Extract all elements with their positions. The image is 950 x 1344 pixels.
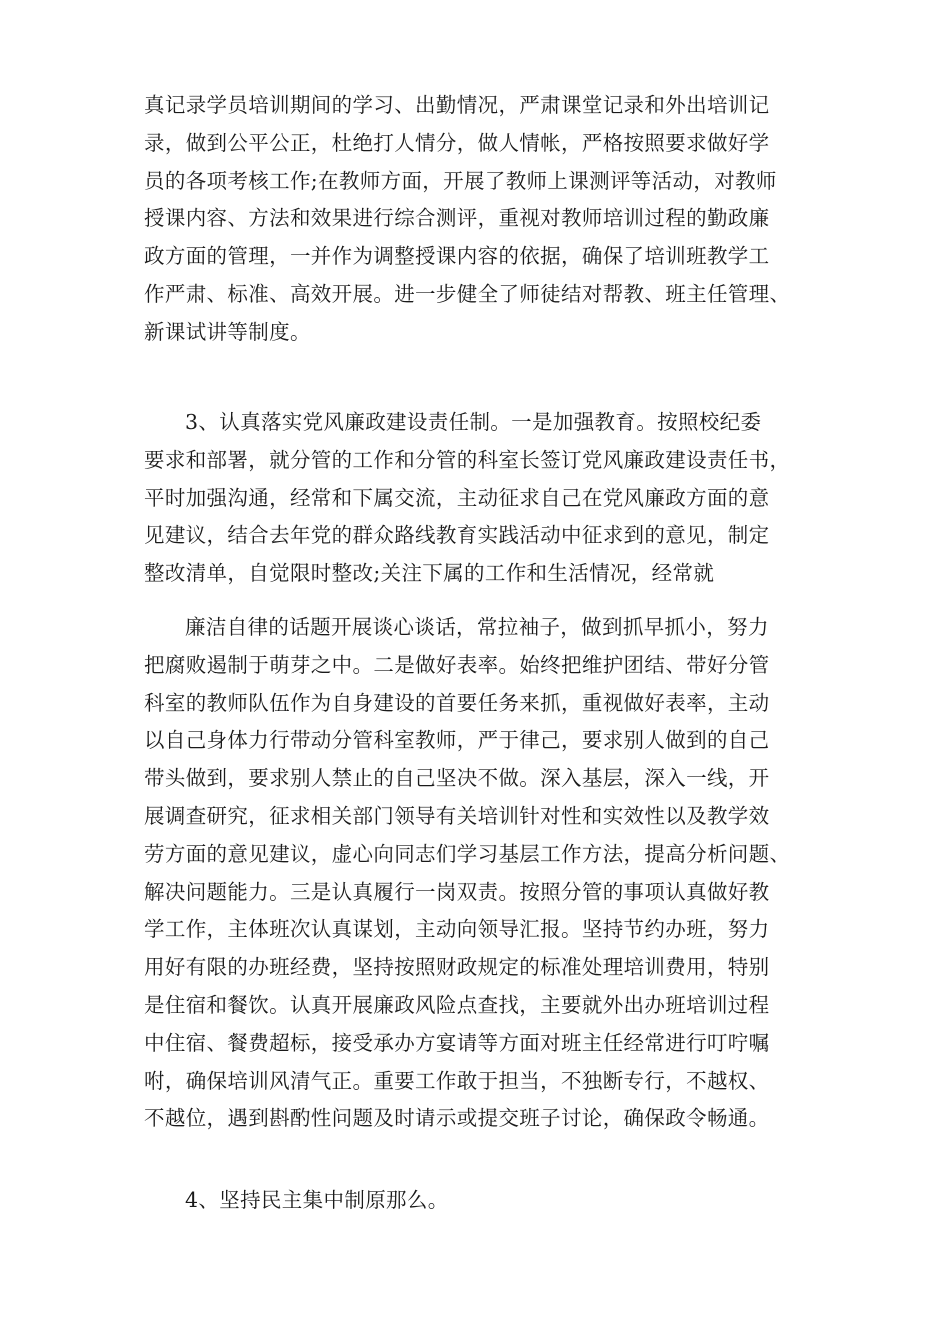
text-line: 劳方面的意见建议，虚心向同志们学习基层工作方法，提高分析问题、 — [144, 841, 791, 866]
text-line: 是住宿和餐饮。认真开展廉政风险点查找，主要就外出办班培训过程 — [144, 992, 770, 1017]
text-line: 把腐败遏制于萌芽之中。二是做好表率。始终把维护团结、带好分管 — [144, 652, 770, 677]
text-line: 新课试讲等制度。 — [144, 319, 311, 344]
text-line: 见建议，结合去年党的群众路线教育实践活动中征求到的意见，制定 — [144, 523, 770, 548]
text-line: 3、认真落实党风廉政建设责任制。一是加强教育。按照校纪委 — [185, 410, 762, 434]
text-line: 以自己身体力行带动分管科室教师，严于律己，要求别人做到的自己 — [144, 728, 770, 753]
paragraph-item-4 — [144, 1182, 814, 1220]
text-line: 解决问题能力。三是认真履行一岗双责。按照分管的事项认真做好教 — [144, 879, 770, 904]
text-line: 真记录学员培训期间的学习、出勤情况，严肃课堂记录和外出培训记 — [144, 93, 770, 117]
text-line: 带头做到，要求别人禁止的自己坚决不做。深入基层，深入一线，开 — [144, 766, 770, 791]
text-line: 中住宿、餐费超标，接受承办方宴请等方面对班主任经常进行叮咛嘱 — [144, 1030, 770, 1055]
text-line: 员的各项考核工作;在教师方面，开展了教师上课测评等活动，对教师 — [144, 168, 777, 193]
text-line: 授课内容、方法和效果进行综合测评，重视对教师培训过程的勤政廉 — [144, 206, 770, 231]
paragraph-continued — [144, 87, 814, 352]
text-line: 咐，确保培训风清气正。重要工作敢于担当，不独断专行，不越权、 — [144, 1068, 770, 1093]
text-line: 学工作，主体班次认真谋划，主动向领导汇报。坚持节约办班，努力 — [144, 917, 770, 942]
text-line: 整改清单，自觉限时整改;关注下属的工作和生活情况，经常就 — [144, 561, 715, 586]
text-line: 4、坚持民主集中制原那么。 — [185, 1188, 449, 1212]
text-line: 要求和部署，就分管的工作和分管的科室长签订党风廉政建设责任书， — [144, 447, 791, 472]
text-line: 用好有限的办班经费，坚持按照财政规定的标准处理培训费用，特别 — [144, 955, 770, 980]
paragraph-self-discipline — [144, 609, 814, 1138]
text-line: 不越位，遇到斟酌性问题及时请示或提交班子讨论，确保政令畅通。 — [144, 1106, 770, 1131]
text-line: 录，做到公平公正，杜绝打人情分，做人情帐，严格按照要求做好学 — [144, 130, 770, 155]
text-line: 科室的教师队伍作为自身建设的首要任务来抓，重视做好表率，主动 — [144, 690, 770, 715]
text-line: 政方面的管理，一并作为调整授课内容的依据，确保了培训班教学工 — [144, 244, 770, 269]
text-line: 作严肃、标准、高效开展。进一步健全了师徒结对帮教、班主任管理、 — [144, 281, 791, 306]
text-line: 廉洁自律的话题开展谈心谈话，常拉袖子，做到抓早抓小，努力 — [185, 615, 769, 639]
text-line: 展调查研究，征求相关部门领导有关培训针对性和实效性以及教学效 — [144, 803, 770, 828]
text-line: 平时加强沟通，经常和下属交流，主动征求自己在党风廉政方面的意 — [144, 485, 770, 510]
paragraph-item-3 — [144, 404, 814, 593]
